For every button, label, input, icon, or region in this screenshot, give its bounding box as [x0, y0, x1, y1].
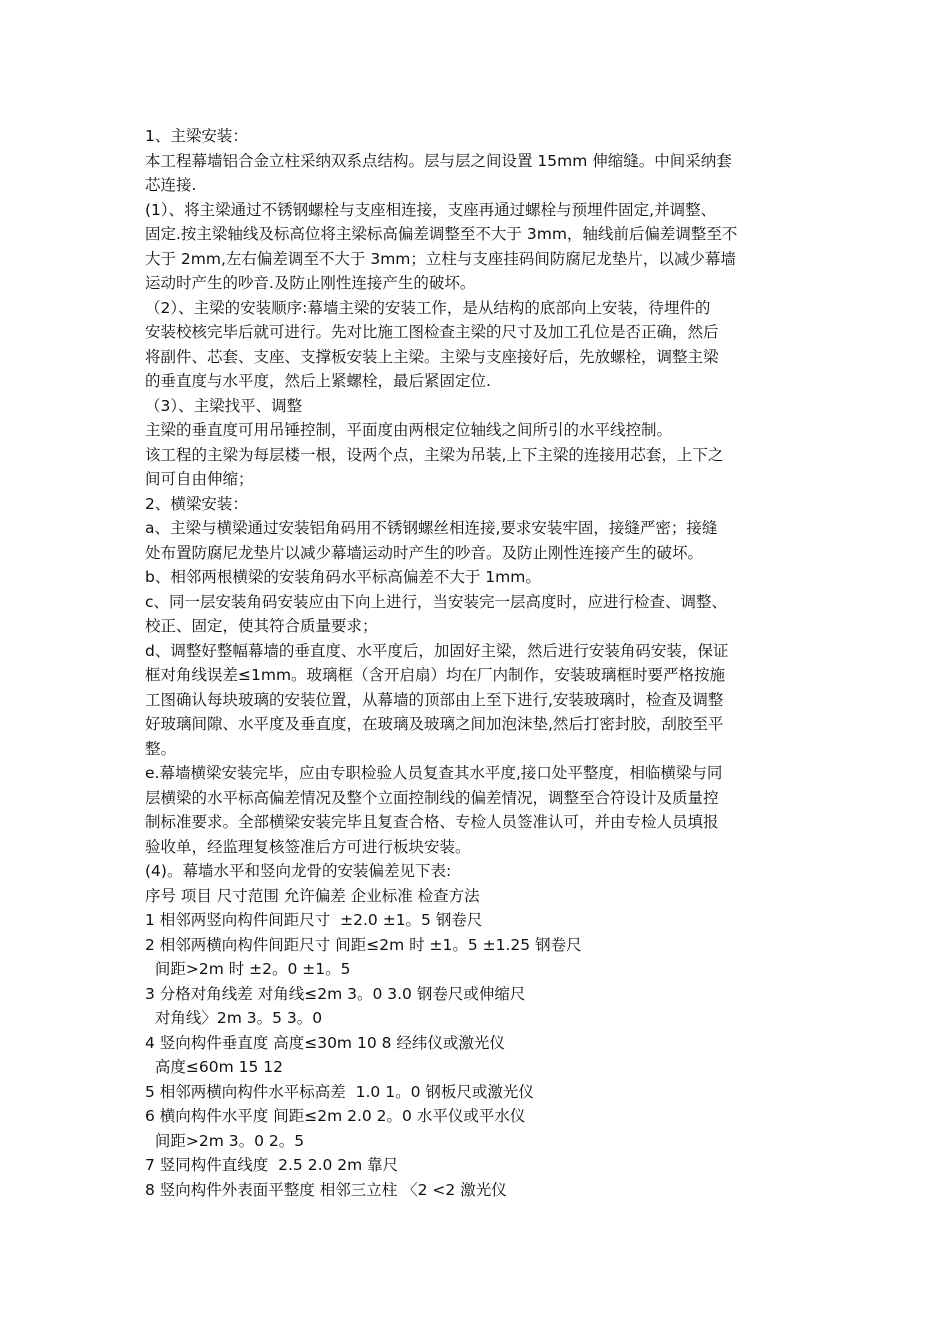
- text-line: (4)。幕墙水平和竖向龙骨的安装偏差见下表:: [145, 862, 452, 880]
- text-line: e.幕墙横梁安装完毕，应由专职检验人员复查其水平度,接口处平整度，相临横梁与同: [145, 764, 723, 782]
- text-line: 该工程的主梁为每层楼一根，设两个点，主梁为吊装,上下主梁的连接用芯套，上下之: [145, 445, 724, 464]
- text-line: （2）、主梁的安装顺序:幕墙主梁的安装工作，是从结构的底部向上安装，待埋件的: [145, 298, 711, 317]
- section-heading: 1、主梁安装：: [145, 127, 248, 145]
- text-line: 本工程幕墙铝合金立柱采纳双系点结构。层与层之间设置 15mm 伸缩缝。中间采纳套: [145, 151, 732, 170]
- text-line: 层横梁的水平标高偏差情况及整个立面控制线的偏差情况，调整至合符设计及质量控: [145, 788, 719, 807]
- text-line: 好玻璃间隙、水平度及垂直度，在玻璃及玻璃之间加泡沫垫,然后打密封胶，刮胶至平: [145, 715, 724, 733]
- text-line: 安装校核完毕后就可进行。先对比施工图检查主梁的尺寸及加工孔位是否正确，然后: [145, 323, 719, 341]
- table-row: 5 相邻两横向构件水平标高差 1.0 1。0 钢板尺或激光仪: [145, 1082, 534, 1101]
- table-header-row: 序号 项目 尺寸范围 允许偏差 企业标准 检查方法: [145, 886, 480, 905]
- text-line: 的垂直度与水平度，然后上紧螺栓，最后紧固定位.: [145, 372, 491, 390]
- subsection-heading: （3）、主梁找平、调整: [145, 396, 303, 415]
- table-row: 7 竖同构件直线度 2.5 2.0 2m 靠尺: [145, 1156, 399, 1174]
- table-row: 3 分格对角线差 对角线≤2m 3。0 3.0 钢卷尺或伸缩尺: [145, 984, 526, 1003]
- text-line: 运动时产生的吵音.及防止刚性连接产生的破坏。: [145, 274, 476, 292]
- table-row: 高度≤60m 15 12: [145, 1058, 283, 1076]
- text-line: 主梁的垂直度可用吊锤控制，平面度由两根定位轴线之间所引的水平线控制。: [145, 421, 673, 439]
- table-row: 间距>2m 时 ±2。0 ±1。5: [145, 960, 351, 978]
- table-row: 4 竖向构件垂直度 高度≤30m 10 8 经纬仪或激光仪: [145, 1033, 505, 1052]
- text-line: 验收单，经监理复核签准后方可进行板块安装。: [145, 837, 471, 856]
- table-row: 8 竖向构件外表面平整度 相邻三立柱 〈2 <2 激光仪: [145, 1180, 507, 1199]
- text-line: 制标准要求。全部横梁安装完毕且复查合格、专检人员签准认可，并由专检人员填报: [145, 813, 719, 831]
- text-line: 大于 2mm,左右偏差调至不大于 3mm；立柱与支座挂码间防腐尼龙垫片，以减少幕墙: [145, 249, 736, 268]
- table-row: 对角线〉2m 3。5 3。0: [145, 1009, 323, 1027]
- table-row: 间距>2m 3。0 2。5: [145, 1131, 305, 1150]
- text-line: 处布置防腐尼龙垫片以减少幕墙运动时产生的吵音。及防止刚性连接产生的破坏。: [145, 543, 704, 562]
- text-line: b、相邻两根横梁的安装角码水平标高偏差不大于 1mm。: [145, 568, 541, 586]
- text-line: (1）、将主梁通过不锈钢螺栓与支座相连接，支座再通过螺栓与预埋件固定,并调整、: [145, 200, 717, 219]
- text-line: 固定.按主梁轴线及标高位将主梁标高偏差调整至不大于 3mm，轴线前后偏差调整至不: [145, 225, 738, 243]
- text-line: 校正、固定，使其符合质量要求；: [145, 617, 378, 635]
- document-body: [145, 124, 815, 1202]
- section-heading: 2、横梁安装：: [145, 494, 248, 513]
- text-line: a、主梁与横梁通过安装铝角码用不锈钢螺丝相连接,要求安装牢固，接缝严密；接缝: [145, 519, 718, 537]
- text-line: d、调整好整幅幕墙的垂直度、水平度后，加固好主梁，然后进行安装角码安装，保证: [145, 641, 729, 660]
- text-line: 框对角线误差≤1mm。玻璃框（含开启扇）均在厂内制作，安装玻璃框时要严格按施: [145, 666, 726, 684]
- text-line: 芯连接.: [145, 176, 197, 194]
- text-line: c、同一层安装角码安装应由下向上进行，当安装完一层高度时，应进行检查、调整、: [145, 592, 728, 611]
- table-row: 6 横向构件水平度 间距≤2m 2.0 2。0 水平仪或平水仪: [145, 1107, 526, 1125]
- text-line: 整。: [145, 739, 177, 758]
- text-line: 工图确认每块玻璃的安装位置，从幕墙的顶部由上至下进行,安装玻璃时，检查及调整: [145, 690, 724, 709]
- table-row: 2 相邻两横向构件间距尺寸 间距≤2m 时 ±1。5 ±1.25 钢卷尺: [145, 935, 582, 954]
- table-row: 1 相邻两竖向构件间距尺寸 ±2.0 ±1。5 钢卷尺: [145, 911, 483, 929]
- text-line: 间可自由伸缩；: [145, 470, 254, 488]
- text-line: 将副件、芯套、支座、支撑板安装上主梁。主梁与支座接好后，先放螺栓，调整主梁: [145, 347, 719, 366]
